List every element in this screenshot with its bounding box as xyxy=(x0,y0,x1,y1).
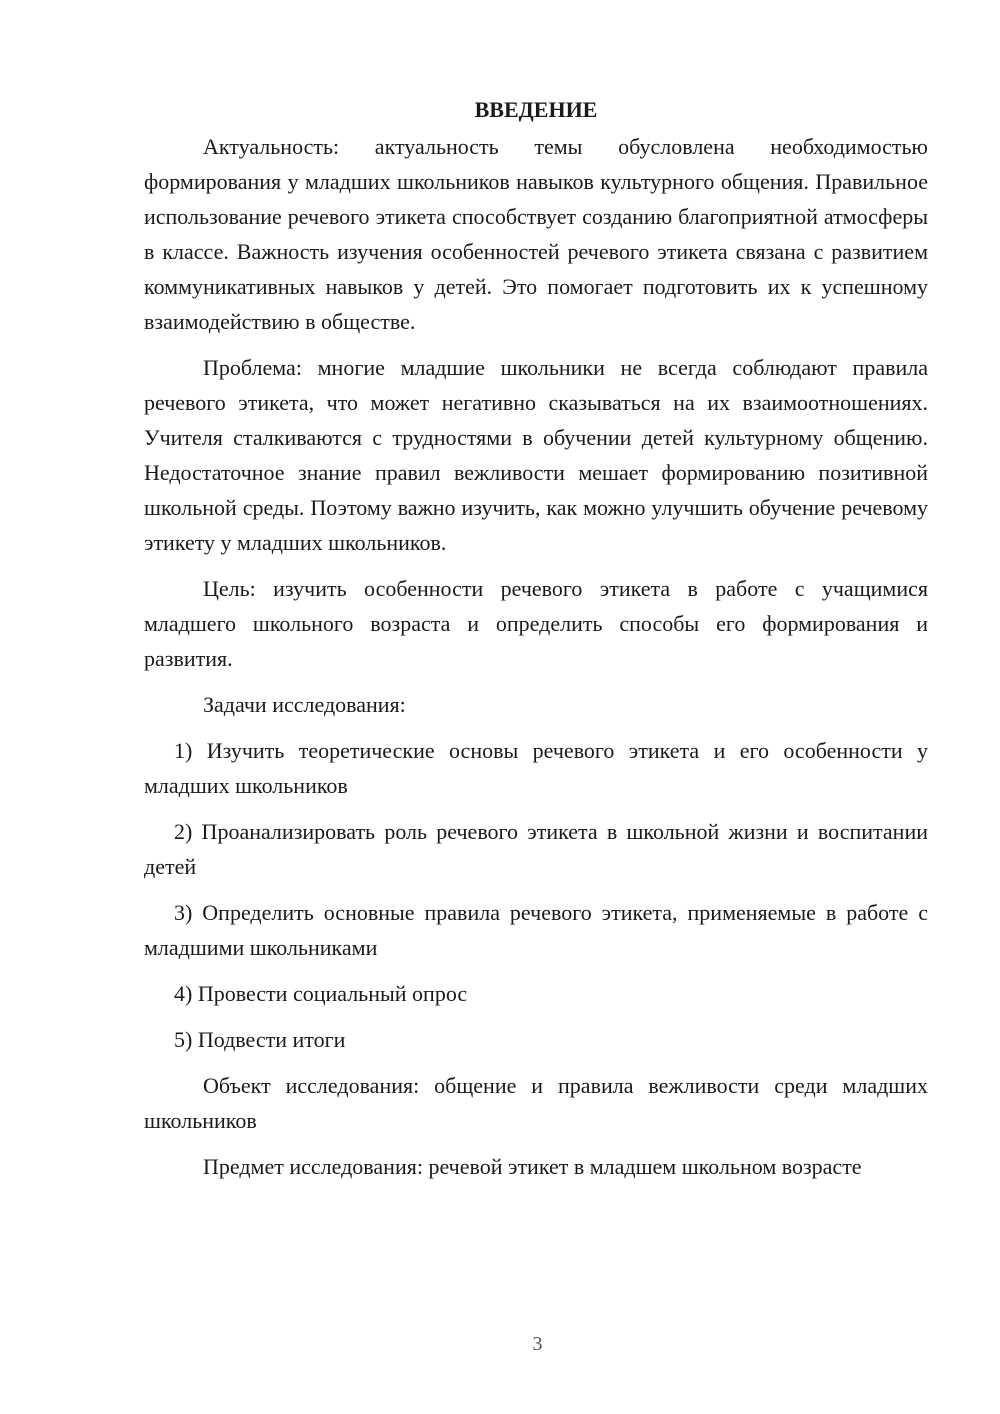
task-item-5: 5) Подвести итоги xyxy=(174,1027,346,1052)
section-heading: ВВЕДЕНИЕ xyxy=(474,97,598,122)
paragraph-goal: Цель: изучить особенности речевого этикета в работе с учащимися младшего школьного возраста и определить способы его формирования и развития. xyxy=(144,576,928,671)
task-item-4: 4) Провести социальный опрос xyxy=(174,981,468,1006)
page-number: 3 xyxy=(532,1333,543,1355)
task-item-3: 3) Определить основные правила речевого этикета, применяемые в работе с младшими школьниками xyxy=(144,900,928,960)
page-content xyxy=(144,92,928,1195)
paragraph-object: Объект исследования: общение и правила вежливости среди младших школьников xyxy=(144,1073,928,1133)
task-item-2: 2) Проанализировать роль речевого этикета в школьной жизни и воспитании детей xyxy=(144,819,928,879)
paragraph-relevance: Актуальность: актуальность темы обусловлена необходимостью формирования у младших школьников навыков культурного общения. Правильное использование речевого этикета способствует созданию благоприятной атмосферы в классе. Важность изучения особенностей речевого этикета связана с развитием коммуникативных навыков у детей. Это помогает подготовить их к успешному взаимодействию в обществе. xyxy=(144,134,928,334)
paragraph-problem: Проблема: многие младшие школьники не всегда соблюдают правила речевого этикета, что может негативно сказываться на их взаимоотношениях. Учителя сталкиваются с трудностями в обучении детей культурному общению. Недостаточное знание правил вежливости мешает формированию позитивной школьной среды. Поэтому важно изучить, как можно улучшить обучение речевому этикету у младших школьников. xyxy=(144,355,928,555)
task-item-1: 1) Изучить теоретические основы речевого этикета и его особенности у младших школьников xyxy=(144,738,928,798)
paragraph-subject: Предмет исследования: речевой этикет в младшем школьном возрасте xyxy=(203,1154,862,1179)
paragraph-tasks-intro: Задачи исследования: xyxy=(203,692,406,717)
